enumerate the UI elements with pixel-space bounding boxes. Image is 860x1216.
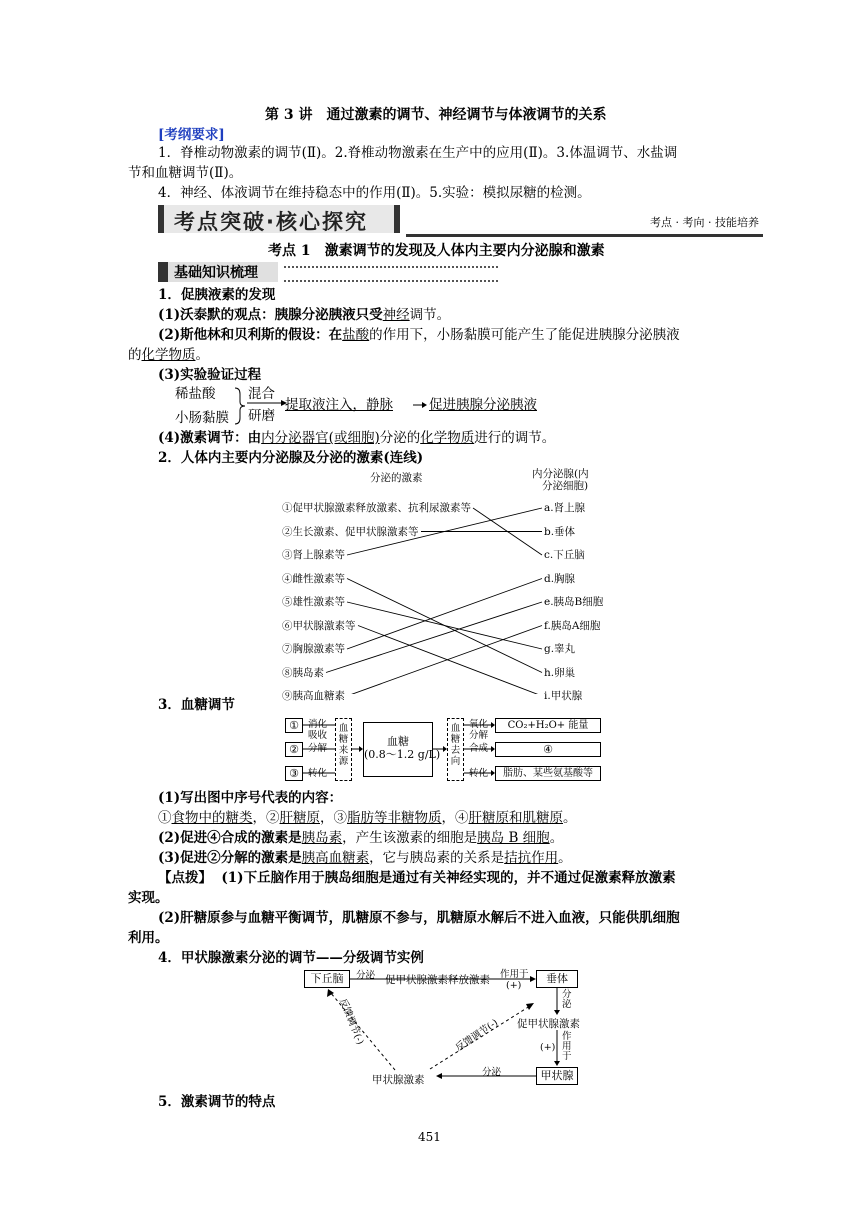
- match-right-item: i.甲状腺: [544, 690, 583, 702]
- thyroid-plus-2: (+): [540, 1042, 556, 1053]
- p2-f: 。: [195, 347, 209, 363]
- exp-hcl: 稀盐酸: [175, 386, 216, 402]
- p1-answer: 神经: [382, 307, 410, 323]
- p4-answer-2: 化学物质: [420, 430, 475, 446]
- match-left-item: ⑦胸腺激素等: [282, 643, 345, 655]
- question-2: [158, 828, 563, 848]
- glucose-out-1: CO₂+H₂O+ 能量: [495, 718, 601, 733]
- match-right-item: h.卵巢: [544, 666, 576, 679]
- q2-answer-1: 胰岛素: [301, 830, 343, 846]
- thyroid-tsh: 促甲状腺激素: [517, 1018, 580, 1030]
- syllabus-line-1: 1．脊椎动物激素的调节(Ⅱ)。2.脊椎动物激素在生产中的应用(Ⅱ)。3.体温调节、水盐调: [158, 145, 678, 161]
- heading-5: 5．激素调节的特点: [158, 1094, 276, 1110]
- match-right-item: g.睾丸: [544, 643, 576, 655]
- q2-e: 。: [549, 830, 564, 846]
- match-left-item: ⑥甲状腺激素等: [282, 619, 356, 632]
- basic-tag-text: 基础知识梳理: [174, 265, 258, 281]
- q1-end: 。: [563, 810, 577, 826]
- thyroid-feedback-2: 反馈调节(-): [453, 1017, 501, 1054]
- glucose-source-label: 血糖来源: [338, 723, 349, 767]
- para-2-cont: [128, 345, 209, 365]
- syllabus-label: [考纲要求]: [158, 127, 225, 143]
- heading-3: 3．血糖调节: [158, 697, 235, 713]
- syllabus-line-2: 节和血糖调节(Ⅱ)。: [128, 165, 243, 181]
- glucose-dest-label: 血糖去向: [450, 723, 461, 767]
- q1-answer-3: 脂肪等非糖物质: [347, 810, 442, 826]
- thyroid-feedback-1: 反馈调节(-): [337, 997, 366, 1047]
- thyroid-act-1: 作用于: [500, 969, 529, 980]
- exp-inject-text: 提取液注入，静脉: [285, 397, 393, 413]
- p2-answer-2: 化学物质: [141, 347, 196, 363]
- thyroid-pituitary: 垂体: [536, 970, 578, 988]
- q3-e: 。: [558, 850, 572, 866]
- thyroid-secrete-1: 分泌: [356, 970, 376, 981]
- tip-line-3: (2)肝糖原参与血糖平衡调节，肌糖原不参与，肌糖原水解后不进入血液，只能供肌细胞: [158, 910, 680, 926]
- p2-d: 的: [128, 347, 142, 363]
- tip-1-a: (1)下丘脑作用于胰岛细胞是通过有关神经实现的，并不通过促激素释放激素: [221, 870, 676, 886]
- glucose-out-2: ④: [495, 742, 601, 757]
- exp-mix: 混合: [248, 386, 275, 402]
- p4-a: (4)激素调节：由: [158, 430, 262, 446]
- match-left-item: ⑨胰高血糖素: [282, 690, 345, 702]
- match-left-item: ⑧胰岛素: [282, 666, 324, 679]
- q1-n1: ①: [158, 810, 172, 826]
- q3-answer-2: 拮抗作用: [504, 850, 559, 866]
- q1-answer-1: 食物中的糖类: [171, 810, 253, 826]
- glucose-center-range: (0.8～1.2 g/L): [364, 748, 441, 761]
- exp-grind: 研磨: [248, 408, 275, 424]
- q1-n3: ，③: [320, 810, 347, 826]
- thyroid-plus-1: (+): [506, 980, 522, 991]
- match-right-item: b.垂体: [544, 525, 576, 538]
- glucose-decompose-2: 分解: [469, 730, 489, 741]
- match-right-item: d.胸腺: [544, 572, 576, 585]
- arrow-icon-2: [412, 400, 428, 410]
- question-3: [158, 848, 572, 868]
- glucose-convert-2: 转化: [469, 768, 489, 779]
- thyroid-trh: 促甲状腺激素释放激素: [385, 974, 490, 986]
- glucose-absorb: 吸收: [308, 730, 328, 741]
- glucose-out-3: 脂肪、某些氨基酸等: [495, 766, 601, 781]
- heading-2: 2．人体内主要内分泌腺及分泌的激素(连线): [158, 450, 424, 466]
- heading-1: 1．促胰液素的发现: [158, 287, 276, 303]
- q3-a: (3)促进②分解的激素是: [158, 850, 302, 866]
- match-left-item: ①促甲状腺激素释放激素、抗利尿激素等: [282, 502, 471, 514]
- page-number: 451: [418, 1130, 441, 1144]
- basic-tag-box: [158, 262, 278, 282]
- q2-c: ，产生该激素的细胞是: [342, 830, 478, 846]
- arrow-icon: [245, 398, 287, 408]
- p2-answer-1: 盐酸: [342, 327, 370, 343]
- glucose-synthesis: 合成: [469, 743, 489, 754]
- match-right-item: f.胰岛A细胞: [544, 619, 601, 632]
- exp-result: [429, 395, 537, 415]
- match-left-item: ⑤雄性激素等: [282, 596, 345, 608]
- glucose-digest: 消化: [308, 719, 328, 730]
- glucose-oxidize: 氧化: [469, 719, 489, 730]
- banner-right-text: 考点 · 考向 · 技能培养: [650, 216, 759, 229]
- match-link-line: [347, 602, 542, 649]
- tip-line-4: 利用。: [128, 930, 169, 946]
- p4-e: 进行的调节。: [474, 430, 556, 446]
- matching-diagram: [280, 466, 620, 702]
- q1-n2: ，②: [252, 810, 280, 826]
- match-left-item: ④雌性激素等: [282, 572, 345, 585]
- glucose-center-title: 血糖: [387, 735, 409, 748]
- section-1-title: 考点 1 激素调节的发现及人体内主要内分泌腺和激素: [268, 243, 605, 259]
- banner-rule: [406, 234, 763, 237]
- glucose-arrows: [285, 716, 605, 784]
- match-left-header: 分泌的激素: [370, 472, 423, 484]
- q1-n4: ，④: [441, 810, 469, 826]
- thyroid-gland: 甲状腺: [536, 1067, 578, 1085]
- thyroid-secrete-3: 分泌: [482, 1067, 502, 1078]
- p2-c: 的作用下，小肠黏膜可能产生了能促进胰腺分泌胰液: [369, 327, 680, 343]
- para-4: [158, 428, 555, 448]
- p2-a: (2)斯他林和贝利斯的假设：在: [158, 327, 343, 343]
- question-1-answer: [158, 808, 577, 828]
- para-2: [158, 325, 680, 345]
- q3-c: ，它与胰岛素的关系是: [369, 850, 505, 866]
- glucose-num-2: ②: [285, 742, 303, 757]
- match-right-item: c.下丘脑: [544, 549, 585, 561]
- syllabus-line-3: 4．神经、体液调节在维持稳态中的作用(Ⅱ)。5.实验：模拟尿糖的检测。: [158, 185, 591, 201]
- experiment-diagram: [175, 384, 555, 428]
- exp-result-text: 促进胰腺分泌胰液: [429, 397, 537, 413]
- match-lines: [280, 466, 620, 694]
- glucose-convert: 转化: [308, 768, 328, 779]
- banner-background: [158, 205, 400, 233]
- p1-c: 调节。: [409, 307, 451, 323]
- match-right-header-1: 内分泌腺(内: [532, 468, 589, 480]
- thyroid-arrows: [300, 966, 590, 1090]
- tip-line-2: 实现。: [128, 890, 169, 906]
- para-1: [158, 305, 450, 325]
- match-link-line: [347, 626, 542, 695]
- q1-answer-4: 肝糖原和肌糖原: [468, 810, 563, 826]
- q2-answer-2: 胰岛 B 细胞: [477, 830, 550, 846]
- exp-mucosa: 小肠黏膜: [175, 410, 229, 426]
- thyroid-act-2: 作用于: [562, 1031, 572, 1062]
- exp-inject: [285, 395, 393, 415]
- q2-a: (2)促进④合成的激素是: [158, 830, 302, 846]
- glucose-diagram: [285, 716, 605, 784]
- match-right-header-2: 分泌细胞): [542, 480, 589, 492]
- heading-4: 4．甲状腺激素分泌的调节——分级调节实例: [158, 950, 424, 966]
- q1-answer-2: 肝糖原: [279, 810, 320, 826]
- q3-answer-1: 胰高血糖素: [301, 850, 370, 866]
- match-right-item: a.肾上腺: [544, 502, 586, 514]
- tip-label: 【点拨】: [158, 870, 212, 886]
- section-banner: [158, 205, 763, 236]
- banner-text: 考点突破·核心探究: [174, 210, 368, 234]
- glucose-decompose: 分解: [308, 743, 328, 754]
- thyroid-secrete-2: 分泌: [562, 989, 572, 1010]
- basic-knowledge-tag: [158, 262, 498, 282]
- glucose-num-1: ①: [285, 718, 303, 733]
- para-3: (3)实验验证过程: [158, 367, 262, 383]
- thyroid-hypothalamus: 下丘脑: [304, 970, 350, 988]
- match-link-line: [347, 579, 542, 650]
- match-right-item: e.胰岛B细胞: [544, 596, 604, 608]
- glucose-num-3: ③: [285, 766, 303, 781]
- match-left-item: ②生长激素、促甲状腺激素等: [282, 525, 419, 538]
- question-1: (1)写出图中序号代表的内容：: [158, 790, 343, 806]
- page-title: 第 3 讲 通过激素的调节、神经调节与体液调节的关系: [265, 107, 607, 123]
- p4-c: 分泌的: [379, 430, 421, 446]
- p4-answer-1: 内分泌器官(或细胞): [261, 430, 380, 446]
- match-left-item: ③肾上腺素等: [282, 549, 345, 561]
- thyroid-hormone: 甲状腺激素: [372, 1074, 425, 1086]
- dotted-rule: [284, 266, 498, 282]
- p1-a: (1)沃泰默的观点：胰腺分泌胰液只受: [158, 307, 383, 323]
- tip-line-1: [158, 868, 676, 888]
- thyroid-diagram: [300, 966, 590, 1090]
